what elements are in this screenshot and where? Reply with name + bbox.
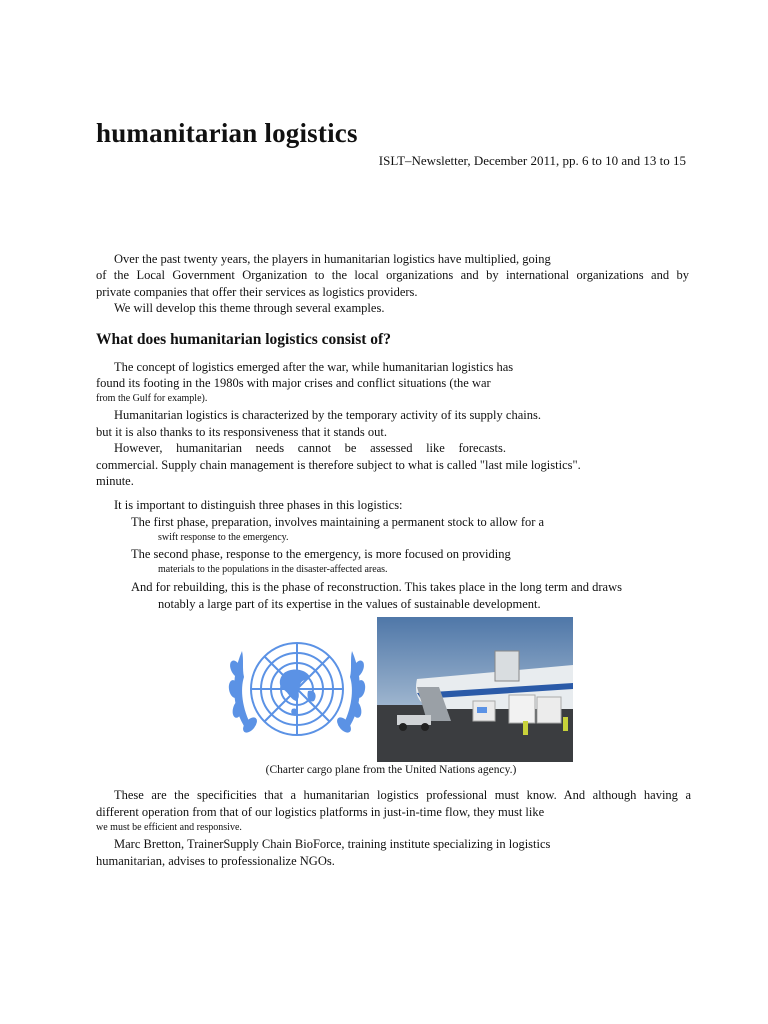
p3-line-1: However, humanitarian needs cannot be assessed like forecasts. xyxy=(114,441,506,455)
closing-line-5: humanitarian, advises to professionalize NGOs. xyxy=(96,854,335,868)
cargo-plane-icon xyxy=(377,617,573,762)
figure-caption: (Charter cargo plane from the United Nations agency.) xyxy=(265,764,517,776)
closing-line-4: Marc Bretton, TrainerSupply Chain BioForce, training institute specializing in logistics xyxy=(114,837,551,851)
un-emblem-icon xyxy=(222,629,372,755)
p3-line-2: commercial. Supply chain management is therefore subject to what is called "last mile logistics". xyxy=(96,458,581,472)
closing-line-3: we must be efficient and responsive. xyxy=(96,822,242,833)
p1-line-1: The concept of logistics emerged after the war, while humanitarian logistics has xyxy=(114,360,514,374)
intro-line-1: Over the past twenty years, the players in humanitarian logistics have multiplied, going xyxy=(114,252,551,266)
phase-third-line-1: And for rebuilding, this is the phase of reconstruction. This takes place in the long term and draws xyxy=(131,580,622,594)
phase-first-line-1: The first phase, preparation, involves maintaining a permanent stock to allow for a xyxy=(131,515,545,529)
cargo-plane-photo xyxy=(377,617,573,762)
section-heading: What does humanitarian logistics consist of? xyxy=(96,331,391,348)
p1-line-2: found its footing in the 1980s with major crises and conflict situations (the war xyxy=(96,376,491,390)
phase-third-line-2: notably a large part of its expertise in the values of sustainable development. xyxy=(158,597,541,611)
phase-first-line-2: swift response to the emergency. xyxy=(158,532,289,543)
intro-line-3: private companies that offer their services as logistics providers. xyxy=(96,285,418,299)
closing-line-1: These are the specificities that a humanitarian logistics professional must know. And although having a xyxy=(114,788,691,802)
p1-line-3: from the Gulf for example). xyxy=(96,393,208,404)
un-emblem-image xyxy=(222,629,372,755)
intro-line-4: We will develop this theme through several examples. xyxy=(114,301,385,315)
page-title: humanitarian logistics xyxy=(96,118,358,148)
source-reference: ISLT–Newsletter, December 2011, pp. 6 to 10 and 13 to 15 xyxy=(378,153,686,168)
p2-line-2: but it is also thanks to its responsiveness that it stands out. xyxy=(96,425,387,439)
p2-line-1: Humanitarian logistics is characterized by the temporary activity of its supply chains. xyxy=(114,408,541,422)
intro-line-2: of the Local Government Organization to the local organizations and by international organizations and by xyxy=(96,268,689,282)
phase-second-line-1: The second phase, response to the emergency, is more focused on providing xyxy=(131,547,511,561)
phase-second-line-2: materials to the populations in the disaster-affected areas. xyxy=(158,564,388,575)
closing-line-2: different operation from that of our logistics platforms in just-in-time flow, they must like xyxy=(96,805,545,819)
p3-line-3: minute. xyxy=(96,474,134,488)
phases-intro: It is important to distinguish three phases in this logistics: xyxy=(114,498,403,512)
